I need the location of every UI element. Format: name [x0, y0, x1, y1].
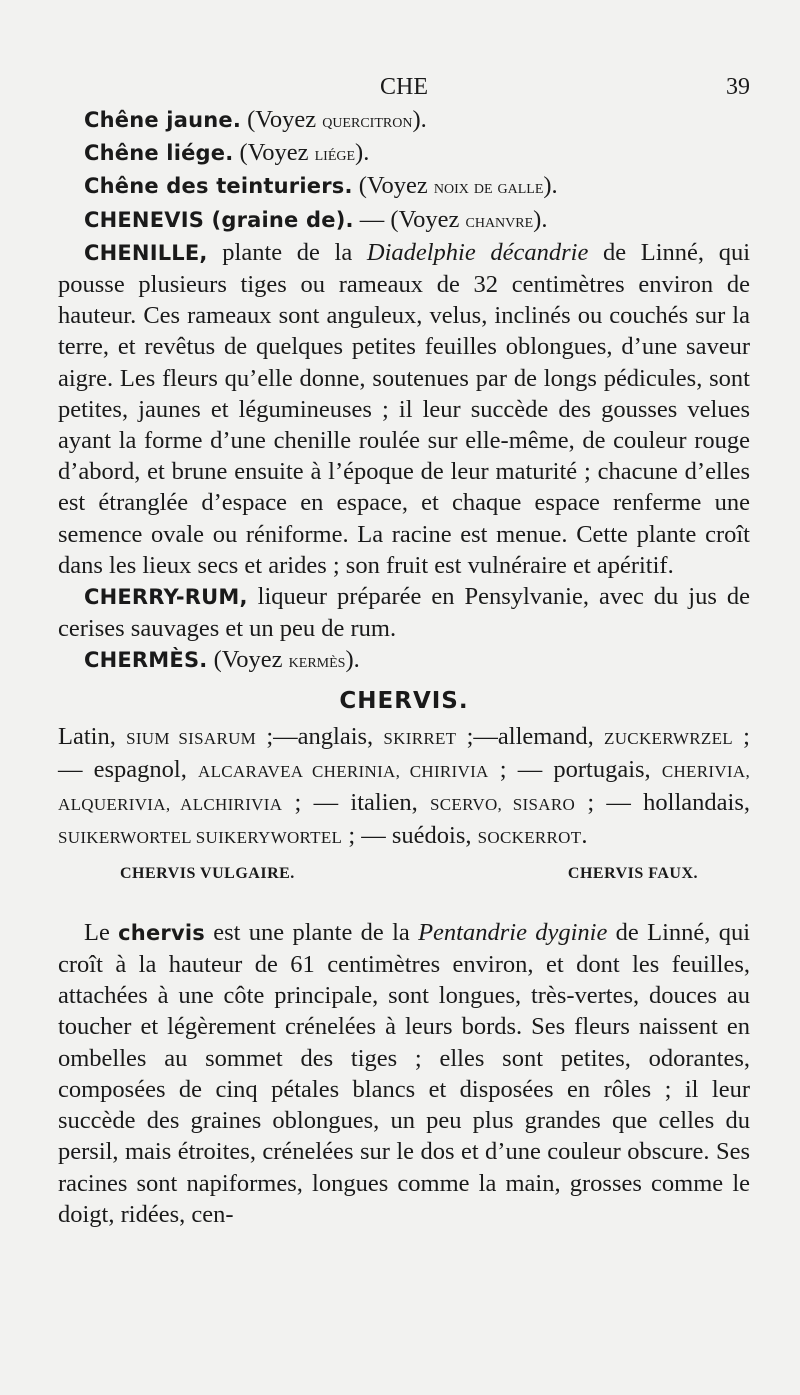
running-title: CHE — [380, 74, 428, 100]
entry-chene-jaune — [58, 104, 750, 137]
variety-left: CHERVIS VULGAIRE. — [120, 864, 295, 882]
running-header — [58, 70, 750, 104]
synonym: ALCARAVEA CHERINIA, CHIRIVIA — [198, 762, 489, 782]
language-label: ; — hollandais, — [575, 789, 750, 817]
synonym: SKIRRET — [383, 728, 457, 748]
page-number: 39 — [726, 74, 750, 100]
entry-text: est une plante de la — [204, 918, 419, 946]
cross-reference: noix de galle — [433, 176, 544, 199]
headword: Chêne des teinturiers. — [84, 174, 353, 199]
headword: CHERRY-RUM, — [84, 585, 248, 610]
ref-text: — (Voyez — [353, 205, 466, 233]
language-label: ; — italien, — [282, 789, 431, 817]
entry-text: de Linné, qui pousse plusieurs tiges ou rameaux de 32 centimètres environ de hauteur. Ces rameaux sont anguleux, velus, inclinés ou couchés sur la terre, et revêtus de quelques petites feuilles oblongues, d’une saveur aigre. Les fleurs qu’elle donne, soutenues par de longs pédicules, sont petites, jaunes et légumineuses ; il leur succède des gousses velues ayant la forme d’une chenille roulée sur elle-même, de couleur rouge d’abord, et brune ensuite à l’époque de leur maturité ; chacune d’elles est étranglée d’espace en espace, et chaque espace renferme une semence ovale ou réniforme. La racine est menue. Cette plante croît dans les lieux secs et arides ; son fruit est vulnéraire et apéritif. — [58, 238, 751, 579]
synonym: SIUM SISARUM — [126, 728, 257, 748]
entry-chenille — [58, 237, 750, 581]
section-title: CHERVIS. — [339, 687, 469, 714]
synonym: CHERIVIA, ALQUERIVIA, ALCHIRIVIA — [58, 762, 750, 815]
cross-reference: chanvre — [465, 209, 534, 232]
cross-reference: quercitron — [322, 110, 413, 132]
synonym: SUIKERWORTEL SUIKERYWORTEL — [58, 828, 343, 848]
headword: CHENEVIS (graine de). — [84, 207, 354, 232]
ref-text: (Voyez — [233, 139, 315, 167]
botanical-class: Pentandrie dyginie — [418, 918, 608, 946]
headword: Chêne liége. — [84, 141, 234, 166]
ref-text: (Voyez — [241, 106, 323, 133]
ref-text: (Voyez — [207, 646, 289, 674]
punctuation: . — [581, 822, 588, 850]
cross-reference: kermès — [288, 650, 346, 673]
ref-text: ). — [412, 106, 427, 133]
ref-text: ). — [543, 172, 558, 200]
cross-reference: liége — [314, 143, 356, 166]
ref-text: ). — [345, 646, 360, 674]
synonyms-paragraph — [58, 721, 750, 854]
entry-chermes — [58, 644, 750, 677]
entry-text: liqueur préparée en Pensylvanie, avec du jus de cerises sauvages et un peu de rum. — [58, 583, 750, 643]
page-body — [58, 70, 750, 1230]
entry-text: Le — [84, 918, 119, 946]
language-label: ;—allemand, — [456, 722, 605, 750]
headword: chervis — [118, 920, 205, 945]
headword: CHENILLE, — [84, 240, 208, 265]
variety-right: CHERVIS FAUX. — [567, 864, 698, 882]
variety-names — [58, 858, 750, 889]
synonym: SOCKERROT — [477, 828, 582, 848]
botanical-class: Diadelphie décandrie — [366, 238, 589, 266]
spacer — [58, 901, 750, 917]
language-label: ; — portugais, — [488, 756, 662, 784]
entry-text: plante de la — [207, 238, 367, 266]
headword: Chêne jaune. — [84, 108, 241, 132]
entry-chene-liege — [58, 137, 750, 170]
ref-text: (Voyez — [352, 172, 434, 200]
synonym: ZUCKERWRZEL — [604, 728, 733, 748]
synonym: SCERVO, SISARO — [430, 795, 576, 815]
entry-chervis-description — [58, 917, 750, 1230]
language-label: ; — espagnol, — [58, 722, 750, 784]
entry-text: de Linné, qui croît à la hauteur de 61 centimètres environ, et dont les feuilles, attachées à une côte principale, sont longues, très-vertes, douces au toucher et légèrement crénelées à leurs bords. Ses fleurs naissent en ombelles au sommet des tiges ; elles sont petites, odorantes, composées de cinq pétales blancs et disposées en rôles ; il leur succède des graines oblongues, un peu plus grandes que celles du persil, mais étroites, crénelées sur le dos et d’une couleur obscure. Ses racines sont napiformes, longues comme la main, grosses comme le doigt, ridées, cen- — [58, 918, 751, 1228]
language-label: ;—anglais, — [256, 722, 384, 750]
entry-chenevis — [58, 204, 750, 237]
entry-chene-teinturiers — [58, 170, 750, 203]
language-label: ; — suédois, — [342, 822, 478, 850]
entry-cherry-rum — [58, 581, 750, 644]
headword: CHERMÈS. — [84, 648, 208, 673]
ref-text: ). — [533, 205, 548, 233]
language-label: Latin, — [58, 722, 127, 750]
ref-text: ). — [355, 139, 370, 167]
